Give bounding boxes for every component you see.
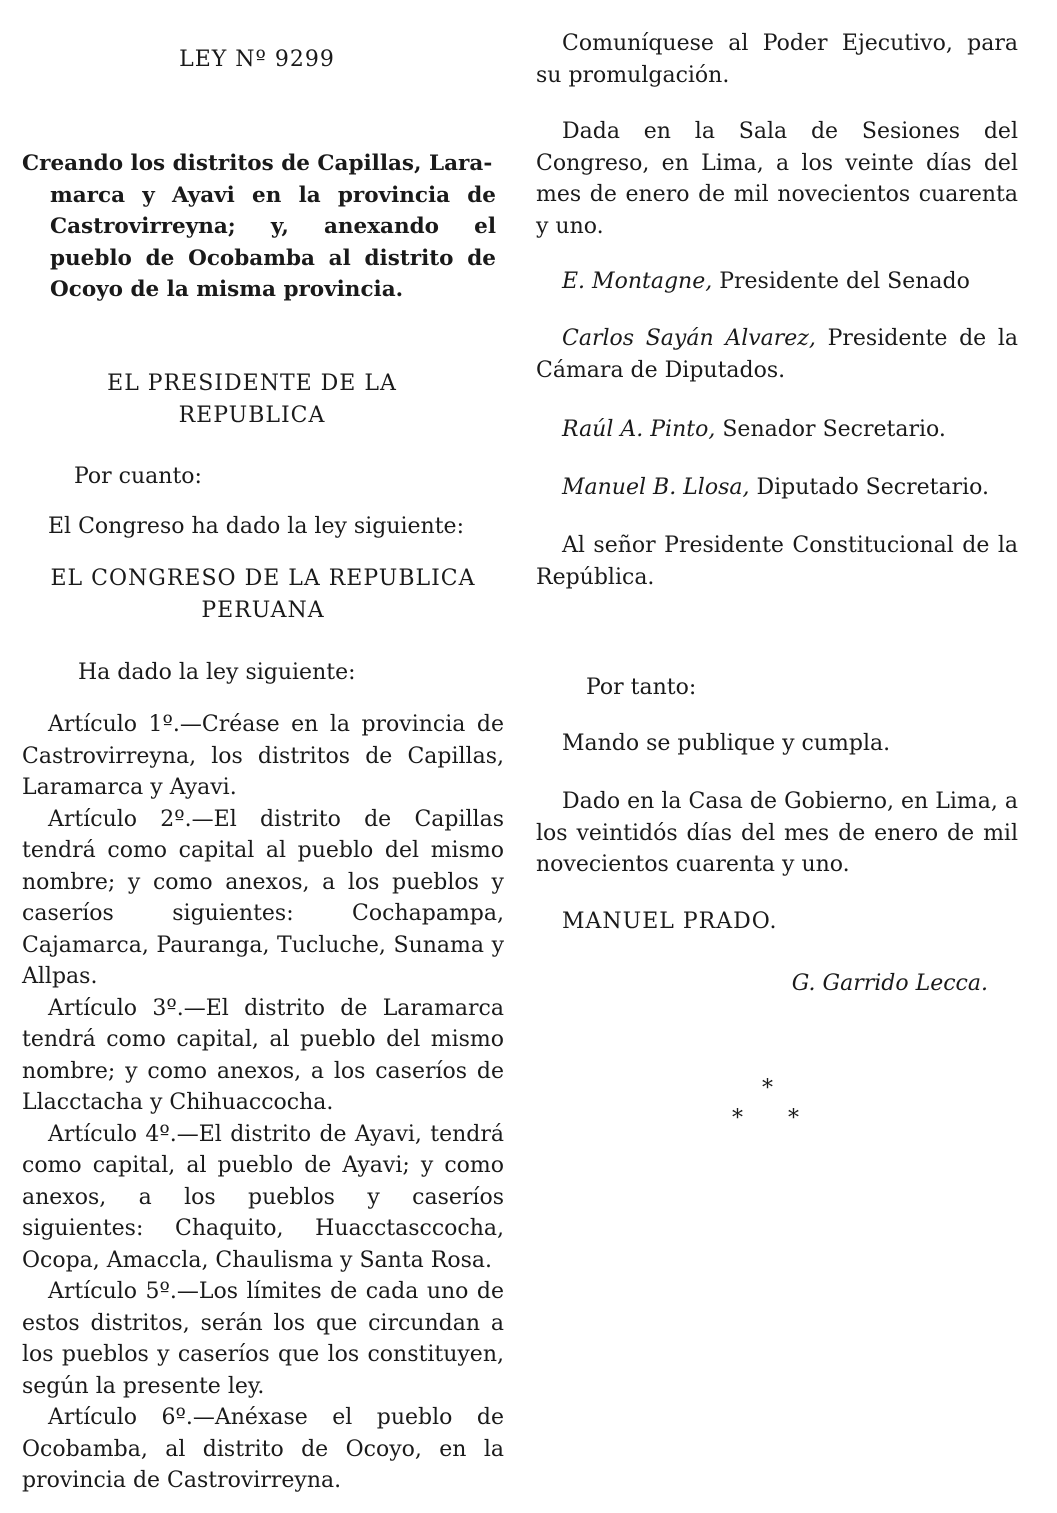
president-heading: [22, 368, 504, 431]
signature-senate-president: [536, 266, 1018, 298]
dado-casa-gobierno: Dado en la Casa de Gobierno, en Lima, a los veintidós días del mes de enero de mil novecientos cuarenta y uno.: [536, 789, 1018, 877]
al-senor-presidente: Al señor Presidente Constitucional de la República.: [536, 533, 1018, 590]
star-ornament-top: *: [762, 1076, 773, 1101]
article-2: Artículo 2º.—El distrito de Capillas tendrá como capital al pueblo del mismo nombre; y como anexos, a los pueblos y caseríos siguientes: Cochapampa, Cajamarca, Pauranga, Tucluche, Sunama y Allpas.: [22, 806, 504, 989]
signer-title: Diputado Secretario.: [749, 475, 989, 500]
article-4: Artículo 4º.—El distrito de Ayavi, tendrá como capital, al pueblo de Ayavi; y como anexos, a los pueblos y caseríos siguientes: Chaquito, Huacctasccocha, Ocopa, Amaccla, Chaulisma y Santa Rosa.: [22, 1121, 504, 1273]
signature-deputy-secretary: [536, 472, 1018, 504]
dada-sala-sesiones: Dada en la Sala de Sesiones del Congreso, en Lima, a los veinte días del mes de enero de mil novecientos cuarenta y uno.: [536, 119, 1018, 239]
signer-title: Presidente de la Cámara de Diputados.: [536, 326, 1019, 383]
signature-chamber-president: [536, 323, 1018, 386]
article-1: Artículo 1º.—Créase en la provincia de Castrovirreyna, los distritos de Capillas, Laramarca y Ayavi.: [22, 712, 504, 800]
president-signature: MANUEL PRADO.: [562, 909, 778, 934]
signer-title: Presidente del Senado: [712, 269, 970, 294]
comuniquese: Comuníquese al Poder Ejecutivo, para su promulgación.: [536, 31, 1018, 88]
signature-senate-secretary: [536, 414, 1018, 446]
summary-rest: marca y Ayavi en la provincia de Castrovirreyna; y, anexando el pueblo de Ocobamba al distrito de Ocoyo de la misma provincia.: [50, 182, 496, 302]
minister-signature: [536, 968, 1018, 1000]
law-summary: [22, 148, 496, 306]
por-cuanto: Por cuanto:: [74, 464, 202, 489]
signer-name: Raúl A. Pinto,: [562, 417, 716, 442]
summary-line-1: Creando los distritos de Capillas, Lara-: [22, 151, 493, 176]
signer-name: E. Montagne,: [562, 269, 713, 294]
president-heading-line-2: REPUBLICA: [178, 402, 326, 428]
star-ornament-right: *: [788, 1106, 799, 1131]
law-number: LEY Nº 9299: [179, 47, 335, 72]
congress-enacted: El Congreso ha dado la ley siguiente:: [48, 514, 464, 539]
minister-name: G. Garrido Lecca.: [791, 971, 988, 996]
articles: [22, 709, 504, 1497]
mando-publique: Mando se publique y cumpla.: [562, 731, 891, 756]
congress-heading: [22, 563, 504, 626]
congress-heading-line-1: EL CONGRESO DE LA REPUBLICA: [50, 566, 476, 591]
president-heading-line-1: EL PRESIDENTE DE LA: [107, 371, 397, 396]
article-5: Artículo 5º.—Los límites de cada uno de estos distritos, serán los que circundan a los pueblos y caseríos que los constituyen, según la presente ley.: [22, 1279, 504, 1399]
star-ornament-left: *: [732, 1106, 743, 1131]
signer-name: Manuel B. Llosa,: [562, 475, 750, 500]
article-6: Artículo 6º.—Anéxase el pueblo de Ocobamba, al distrito de Ocoyo, en la provincia de Castrovirreyna.: [22, 1405, 504, 1493]
article-3: Artículo 3º.—El distrito de Laramarca tendrá como capital, al pueblo del mismo nombre; y como anexos, a los caseríos de Llacctacha y Chihuaccocha.: [22, 995, 504, 1115]
signer-title: Senador Secretario.: [715, 417, 946, 442]
signer-name: Carlos Sayán Alvarez,: [562, 326, 816, 351]
por-tanto: Por tanto:: [586, 675, 697, 700]
ha-dado: Ha dado la ley siguiente:: [78, 660, 356, 685]
congress-heading-line-2: PERUANA: [201, 597, 325, 623]
